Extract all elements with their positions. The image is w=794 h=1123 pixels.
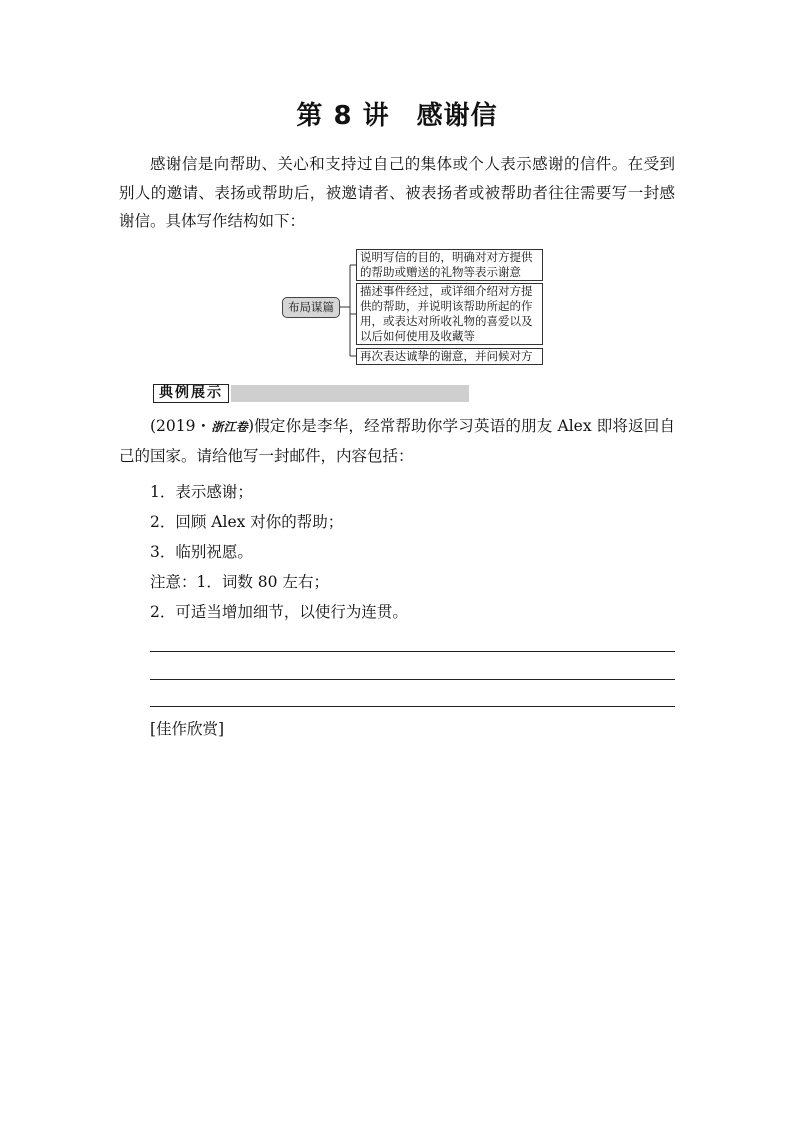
structure-outline — [282, 247, 544, 369]
task-text: )假定你是李华，经常帮助你学习英语的朋友 Alex 即将返回自己的国家。请给他写一封邮件，内容包括： — [119, 417, 675, 465]
list-item: 2．回顾 Alex 对你的帮助； — [150, 513, 344, 531]
outline-branch-1: 说明写信的目的，明确对对方提供的帮助或赠送的礼物等表示谢意 — [356, 249, 543, 281]
appreciation-heading: [佳作欣赏] — [150, 720, 225, 738]
section-header — [153, 384, 469, 403]
writing-line-2 — [150, 679, 675, 680]
writing-line-3 — [150, 706, 675, 707]
list-item: 2．可适当增加细节，以使行为连贯。 — [150, 603, 408, 621]
requirements-list — [150, 477, 408, 627]
list-item: 1．表示感谢； — [150, 483, 253, 501]
task-year: (2019・ — [150, 417, 212, 435]
writing-line-1 — [150, 651, 675, 652]
outline-branch-3: 再次表达诚挚的谢意，并问候对方 — [356, 348, 543, 365]
outline-root: 布局谋篇 — [282, 297, 340, 318]
page-title: 第 8 讲 感谢信 — [296, 101, 498, 131]
intro-paragraph: 感谢信是向帮助、关心和支持过自己的集体或个人表示感谢的信件。在受到别人的邀请、表扬或帮助后，被邀请者、被表扬者或被帮助者往往需要写一封感谢信。具体写作结构如下： — [119, 155, 675, 230]
task-source: 浙江卷 — [211, 420, 248, 434]
section-bar — [231, 385, 469, 402]
outline-branch-2: 描述事件经过，或详细介绍对方提供的帮助，并说明该帮助所起的作用，或表达对所收礼物的喜爱以及以后如何使用及收藏等 — [356, 283, 543, 345]
task-paragraph — [119, 412, 675, 470]
list-item: 3．临别祝愿。 — [150, 543, 253, 561]
list-item: 注意：1．词数 80 左右； — [150, 573, 329, 591]
section-label: 典例展示 — [153, 384, 229, 403]
